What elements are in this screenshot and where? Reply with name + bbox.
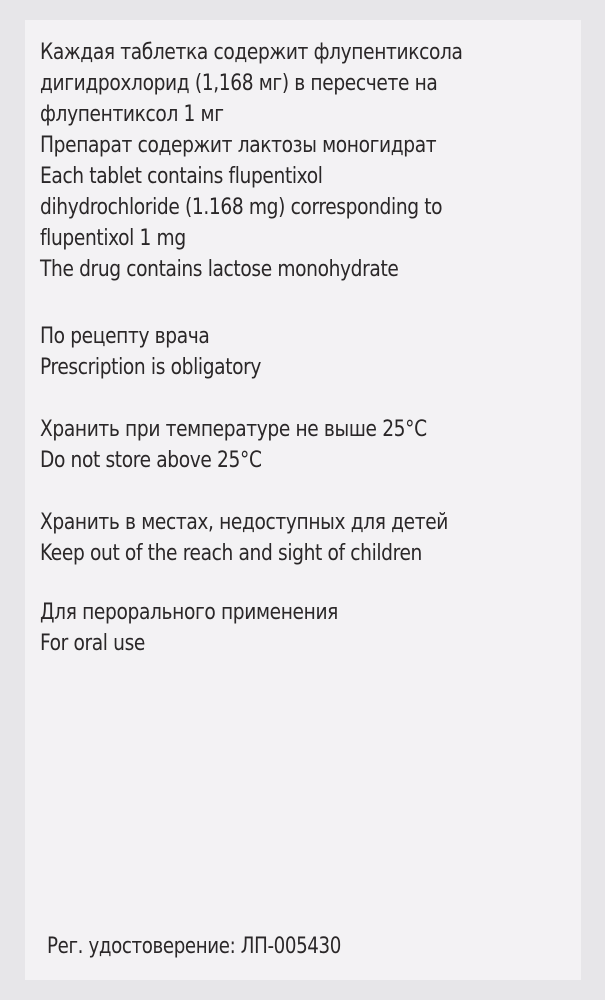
composition-section (40, 37, 499, 285)
storage-line: Хранить при температуре не выше 25°C (40, 416, 427, 442)
storage-section (40, 414, 460, 476)
excipient-line: Препарат содержит лактозы моногидрат (40, 132, 437, 158)
composition-line: дигидрохлорид (1,168 мг) в пересчете на (40, 70, 438, 96)
route-section (40, 597, 364, 659)
prescription-section (40, 321, 280, 383)
route-line: Для перорального применения (40, 599, 339, 625)
prescription-line: По рецепту врача (40, 323, 210, 349)
composition-line: флупентиксол 1 мг (40, 101, 224, 127)
composition-line: dihydrochloride (1.168 mg) corresponding to (40, 194, 443, 220)
children-warning-line: Хранить в местах, недоступных для детей (40, 509, 449, 535)
composition-line: flupentixol 1 mg (40, 225, 186, 251)
route-line: For oral use (40, 630, 146, 656)
composition-line: Каждая таблетка содержит флупентиксола (40, 39, 463, 65)
children-warning-section (40, 507, 484, 569)
registration-section (47, 931, 367, 962)
prescription-line: Prescription is obligatory (40, 354, 262, 380)
children-warning-line: Keep out of the reach and sight of children (40, 540, 423, 566)
composition-line: Each tablet contains flupentixol (40, 163, 323, 189)
excipient-line: The drug contains lactose monohydrate (40, 256, 399, 282)
registration-number: Рег. удостоверение: ЛП-005430 (47, 934, 341, 959)
storage-line: Do not store above 25°C (40, 447, 262, 473)
